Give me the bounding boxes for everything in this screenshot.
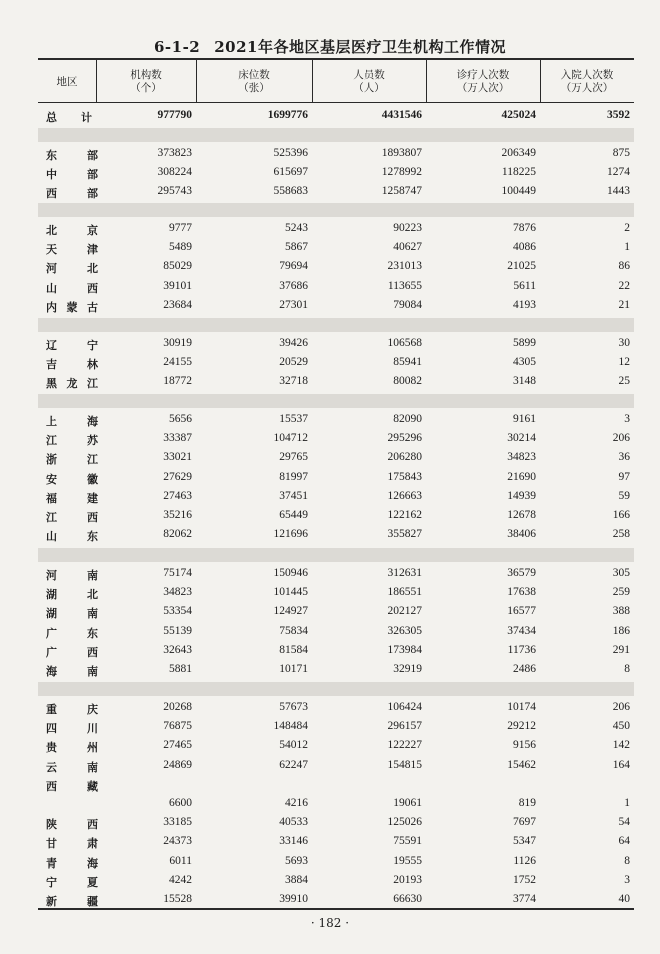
table-row (38, 163, 634, 183)
cell-institutions: 24869 (163, 758, 192, 771)
header-unit: （张） (238, 82, 270, 94)
table-row (38, 334, 634, 354)
header-unit: （人） (353, 82, 385, 94)
cell-institutions: 23684 (163, 298, 192, 311)
cell-admissions: 875 (612, 147, 630, 159)
region-name: 浙江 (46, 453, 98, 467)
header-column-divider (312, 60, 313, 102)
cell-institutions: 6600 (169, 797, 192, 809)
cell-staff: 312631 (387, 567, 422, 579)
cell-staff: 19555 (393, 854, 422, 867)
cell-admissions: 1274 (607, 166, 630, 179)
table-row (38, 813, 634, 833)
cell-visits: 17638 (507, 586, 536, 599)
header-label: 机构数 (130, 69, 162, 81)
page-number: · 182 · (310, 916, 350, 930)
table-row (38, 257, 634, 277)
cell-admissions: 450 (612, 720, 630, 733)
cell-visits: 206349 (501, 147, 536, 159)
cell-beds: 81997 (279, 470, 308, 483)
total-row (38, 106, 634, 126)
cell-institutions: 24373 (163, 835, 192, 848)
cell-beds: 54012 (279, 739, 308, 752)
table-row (38, 372, 634, 392)
region-name: 东部 (46, 149, 98, 162)
table-row (38, 144, 634, 164)
region-name: 天津 (46, 243, 98, 257)
region-name: 中部 (46, 168, 98, 182)
cell-staff: 202127 (387, 605, 422, 618)
region-name: 福建 (46, 491, 98, 505)
cell-beds: 37451 (279, 489, 308, 502)
cell-admissions: 206 (612, 701, 630, 713)
header-region (38, 64, 96, 100)
cell-admissions: 142 (612, 739, 630, 752)
table-row (38, 296, 634, 316)
group-separator-band (38, 318, 634, 332)
cell-visits: 38406 (507, 528, 536, 541)
cell-staff: 326305 (387, 624, 422, 637)
cell-beds: 1699776 (267, 109, 308, 121)
cell-staff: 173984 (387, 643, 422, 656)
cell-visits: 118225 (501, 166, 536, 179)
cell-beds: 65449 (279, 509, 308, 521)
cell-institutions: 35216 (163, 509, 192, 521)
region-name: 青海 (46, 856, 98, 870)
cell-beds: 3884 (285, 873, 308, 886)
header-unit: （万人次） (560, 82, 614, 94)
cell-admissions: 22 (618, 279, 630, 292)
table-row (38, 717, 634, 737)
table-code: 6-1-2 (153, 38, 201, 56)
cell-beds: 57673 (279, 701, 308, 713)
table-row (38, 182, 634, 202)
cell-institutions: 977790 (157, 109, 192, 121)
cell-visits: 5899 (513, 337, 536, 349)
region-name: 江西 (46, 511, 98, 524)
cell-staff: 126663 (387, 489, 422, 502)
table-row (38, 564, 634, 584)
cell-beds: 5693 (285, 854, 308, 867)
cell-institutions: 6011 (169, 854, 192, 867)
cell-admissions: 21 (618, 298, 630, 311)
cell-staff: 122162 (387, 509, 422, 521)
cell-admissions: 86 (618, 260, 630, 273)
cell-beds: 32718 (279, 375, 308, 388)
header-column-divider (426, 60, 427, 102)
cell-institutions: 24155 (163, 356, 192, 369)
cell-institutions: 373823 (157, 147, 192, 159)
cell-institutions: 27629 (163, 470, 192, 483)
cell-staff: 113655 (387, 279, 422, 292)
cell-staff: 82090 (393, 413, 422, 425)
cell-institutions: 9777 (169, 222, 192, 234)
cell-visits: 9161 (513, 413, 536, 425)
region-name: 西藏 (46, 779, 98, 793)
table-row (38, 525, 634, 545)
region-name: 广西 (46, 645, 98, 659)
region-name: 陕西 (46, 818, 98, 832)
cell-staff: 295296 (387, 432, 422, 445)
cell-admissions: 258 (612, 528, 630, 541)
cell-institutions: 76875 (163, 720, 192, 733)
cell-institutions: 39101 (163, 279, 192, 292)
cell-admissions: 166 (612, 509, 630, 521)
cell-visits: 36579 (507, 567, 536, 579)
cell-beds: 37686 (279, 279, 308, 292)
cell-staff: 122227 (387, 739, 422, 752)
region-name: 湖北 (46, 588, 98, 602)
cell-staff: 40627 (393, 241, 422, 254)
cell-beds: 5867 (285, 241, 308, 254)
cell-visits: 29212 (507, 720, 536, 733)
header-column-divider (96, 60, 97, 102)
cell-beds: 121696 (273, 528, 308, 541)
group-separator-band (38, 394, 634, 408)
cell-visits: 37434 (507, 624, 536, 637)
cell-admissions: 30 (618, 337, 630, 349)
table-row (38, 468, 634, 488)
table-row (38, 622, 634, 642)
cell-visits: 30214 (507, 432, 536, 445)
cell-visits: 3774 (513, 893, 536, 905)
cell-admissions: 25 (618, 375, 630, 388)
cell-beds: 75834 (279, 624, 308, 637)
region-name: 总 计 (46, 111, 92, 124)
region-name: 吉林 (46, 358, 98, 372)
cell-staff: 4431546 (381, 109, 422, 121)
cell-visits: 4193 (513, 298, 536, 311)
cell-admissions: 164 (612, 758, 630, 771)
cell-beds: 5243 (285, 222, 308, 234)
cell-admissions: 186 (612, 624, 630, 637)
cell-visits: 10174 (507, 701, 536, 713)
cell-beds: 104712 (273, 432, 308, 445)
cell-beds: 39426 (279, 337, 308, 349)
table-row (38, 871, 634, 891)
region-name: 四川 (46, 722, 98, 736)
cell-institutions: 75174 (163, 567, 192, 579)
cell-admissions: 8 (624, 663, 630, 675)
cell-beds: 148484 (273, 720, 308, 733)
cell-institutions: 15528 (163, 893, 192, 905)
header-label: 地区 (56, 75, 78, 88)
cell-institutions: 33021 (163, 451, 192, 464)
region-name: 宁夏 (46, 875, 98, 889)
cell-visits: 4086 (513, 241, 536, 254)
cell-beds: 558683 (273, 185, 308, 198)
table-row (38, 583, 634, 603)
cell-staff: 125026 (387, 816, 422, 829)
cell-beds: 27301 (279, 298, 308, 311)
region-name: 新疆 (46, 895, 98, 908)
header-beds (196, 64, 312, 100)
cell-visits: 7697 (513, 816, 536, 829)
cell-beds: 29765 (279, 451, 308, 464)
cell-institutions: 27463 (163, 489, 192, 502)
header-institutions (96, 64, 196, 100)
cell-staff: 106568 (387, 337, 422, 349)
cell-institutions: 5881 (169, 663, 192, 675)
cell-staff: 206280 (387, 451, 422, 464)
cell-institutions: 55139 (163, 624, 192, 637)
cell-staff: 1278992 (381, 166, 422, 179)
region-name: 黑龙江 (46, 377, 98, 391)
cell-beds: 525396 (273, 147, 308, 159)
table-row (38, 736, 634, 756)
cell-staff: 85941 (393, 356, 422, 369)
table-row (38, 641, 634, 661)
cell-institutions: 27465 (163, 739, 192, 752)
cell-beds: 81584 (279, 643, 308, 656)
region-name: 甘肃 (46, 837, 98, 851)
cell-staff: 296157 (387, 720, 422, 733)
cell-visits: 5611 (513, 279, 536, 292)
table-row (38, 448, 634, 468)
header-unit: （个） (130, 82, 162, 94)
region-name: 广东 (46, 626, 98, 640)
region-name: 湖南 (46, 607, 98, 621)
region-name: 北京 (46, 224, 98, 237)
cell-staff: 106424 (387, 701, 422, 713)
cell-staff: 20193 (393, 873, 422, 886)
cell-staff: 66630 (393, 893, 422, 905)
cell-admissions: 3592 (607, 109, 630, 121)
cell-staff: 231013 (387, 260, 422, 273)
cell-institutions: 295743 (157, 185, 192, 198)
header-label: 入院人次数 (560, 69, 614, 81)
header-staff (312, 64, 426, 100)
table-row (38, 794, 634, 814)
header-label: 诊疗人次数 (456, 69, 510, 81)
cell-admissions: 97 (618, 470, 630, 483)
cell-beds: 15537 (279, 413, 308, 425)
cell-visits: 21690 (507, 470, 536, 483)
table-row (38, 219, 634, 239)
cell-visits: 1752 (513, 873, 536, 886)
cell-beds: 79694 (279, 260, 308, 273)
table-row (38, 698, 634, 718)
cell-visits: 12678 (507, 509, 536, 521)
cell-staff: 32919 (393, 663, 422, 675)
cell-visits: 14939 (507, 489, 536, 502)
cell-admissions: 3 (624, 413, 630, 425)
cell-admissions: 8 (624, 854, 630, 867)
cell-staff: 80082 (393, 375, 422, 388)
table-row (38, 353, 634, 373)
cell-institutions: 308224 (157, 166, 192, 179)
cell-beds: 4216 (285, 797, 308, 809)
region-name: 河北 (46, 262, 98, 276)
table-row (38, 775, 634, 795)
cell-admissions: 40 (618, 893, 630, 905)
table-row (38, 756, 634, 776)
cell-visits: 425024 (501, 109, 536, 121)
cell-visits: 4305 (513, 356, 536, 369)
region-name: 山东 (46, 530, 98, 544)
cell-visits: 9156 (513, 739, 536, 752)
cell-staff: 79084 (393, 298, 422, 311)
cell-admissions: 291 (612, 643, 630, 656)
cell-institutions: 20268 (163, 701, 192, 713)
cell-admissions: 2 (624, 222, 630, 234)
cell-institutions: 30919 (163, 337, 192, 349)
cell-beds: 615697 (273, 166, 308, 179)
region-name: 山西 (46, 281, 98, 295)
table-row (38, 660, 634, 680)
table-row (38, 429, 634, 449)
cell-admissions: 64 (618, 835, 630, 848)
cell-admissions: 12 (618, 356, 630, 369)
header-admissions (540, 64, 634, 100)
header-column-divider (196, 60, 197, 102)
page-title (0, 36, 660, 57)
cell-institutions: 18772 (163, 375, 192, 388)
cell-visits: 16577 (507, 605, 536, 618)
region-name: 安徽 (46, 472, 98, 486)
cell-beds: 39910 (279, 893, 308, 905)
table-row (38, 238, 634, 258)
header-label: 床位数 (238, 69, 270, 81)
cell-admissions: 36 (618, 451, 630, 464)
header-column-divider (540, 60, 541, 102)
table-row (38, 506, 634, 526)
cell-admissions: 305 (612, 567, 630, 579)
cell-admissions: 1 (624, 797, 630, 809)
cell-admissions: 1443 (607, 185, 630, 198)
cell-visits: 21025 (507, 260, 536, 273)
cell-visits: 7876 (513, 222, 536, 234)
cell-admissions: 206 (612, 432, 630, 445)
table-top-rule (38, 58, 634, 60)
region-name: 辽宁 (46, 339, 98, 352)
table-title-text: 2021年各地区基层医疗卫生机构工作情况 (214, 38, 506, 56)
cell-staff: 175843 (387, 470, 422, 483)
cell-beds: 124927 (273, 605, 308, 618)
cell-institutions: 5489 (169, 241, 192, 254)
cell-institutions: 32643 (163, 643, 192, 656)
cell-staff: 1258747 (381, 185, 422, 198)
cell-beds: 10171 (279, 663, 308, 675)
region-name: 云南 (46, 760, 98, 774)
cell-institutions: 33387 (163, 432, 192, 445)
cell-beds: 20529 (279, 356, 308, 369)
table-row (38, 890, 634, 910)
group-separator-band (38, 128, 634, 142)
cell-institutions: 5656 (169, 413, 192, 425)
header-visits (426, 64, 540, 100)
cell-beds: 62247 (279, 758, 308, 771)
cell-staff: 1893807 (381, 147, 422, 159)
region-name: 河南 (46, 569, 98, 582)
region-name: 上海 (46, 415, 98, 428)
table-row (38, 277, 634, 297)
cell-staff: 154815 (387, 758, 422, 771)
table-header-rule (38, 102, 634, 103)
cell-institutions: 34823 (163, 586, 192, 599)
region-name: 海南 (46, 665, 98, 678)
region-name: 江苏 (46, 434, 98, 448)
group-separator-band (38, 203, 634, 217)
table-row (38, 410, 634, 430)
cell-visits: 15462 (507, 758, 536, 771)
cell-admissions: 259 (612, 586, 630, 599)
cell-visits: 3148 (513, 375, 536, 388)
cell-beds: 101445 (273, 586, 308, 599)
cell-institutions: 4242 (169, 873, 192, 886)
cell-staff: 90223 (393, 222, 422, 234)
region-name: 内蒙古 (46, 300, 98, 314)
cell-visits: 1126 (513, 854, 536, 867)
cell-beds: 33146 (279, 835, 308, 848)
cell-admissions: 1 (624, 241, 630, 254)
region-name: 重庆 (46, 703, 98, 716)
cell-visits: 5347 (513, 835, 536, 848)
cell-visits: 819 (518, 797, 536, 809)
cell-institutions: 33185 (163, 816, 192, 829)
region-name: 西部 (46, 187, 98, 201)
group-separator-band (38, 682, 634, 696)
cell-institutions: 82062 (163, 528, 192, 541)
table-row (38, 487, 634, 507)
table-row (38, 602, 634, 622)
cell-admissions: 388 (612, 605, 630, 618)
cell-visits: 34823 (507, 451, 536, 464)
cell-visits: 100449 (501, 185, 536, 198)
cell-beds: 150946 (273, 567, 308, 579)
cell-admissions: 54 (618, 816, 630, 829)
group-separator-band (38, 548, 634, 562)
cell-visits: 11736 (507, 643, 536, 656)
cell-staff: 355827 (387, 528, 422, 541)
table-row (38, 852, 634, 872)
header-label: 人员数 (353, 69, 385, 81)
table-row (38, 832, 634, 852)
cell-staff: 19061 (393, 797, 422, 809)
cell-institutions: 53354 (163, 605, 192, 618)
cell-staff: 75591 (393, 835, 422, 848)
cell-admissions: 59 (618, 489, 630, 502)
cell-staff: 186551 (387, 586, 422, 599)
region-name: 贵州 (46, 741, 98, 755)
cell-beds: 40533 (279, 816, 308, 829)
cell-visits: 2486 (513, 663, 536, 675)
header-unit: （万人次） (456, 82, 510, 94)
cell-institutions: 85029 (163, 260, 192, 273)
cell-admissions: 3 (624, 873, 630, 886)
